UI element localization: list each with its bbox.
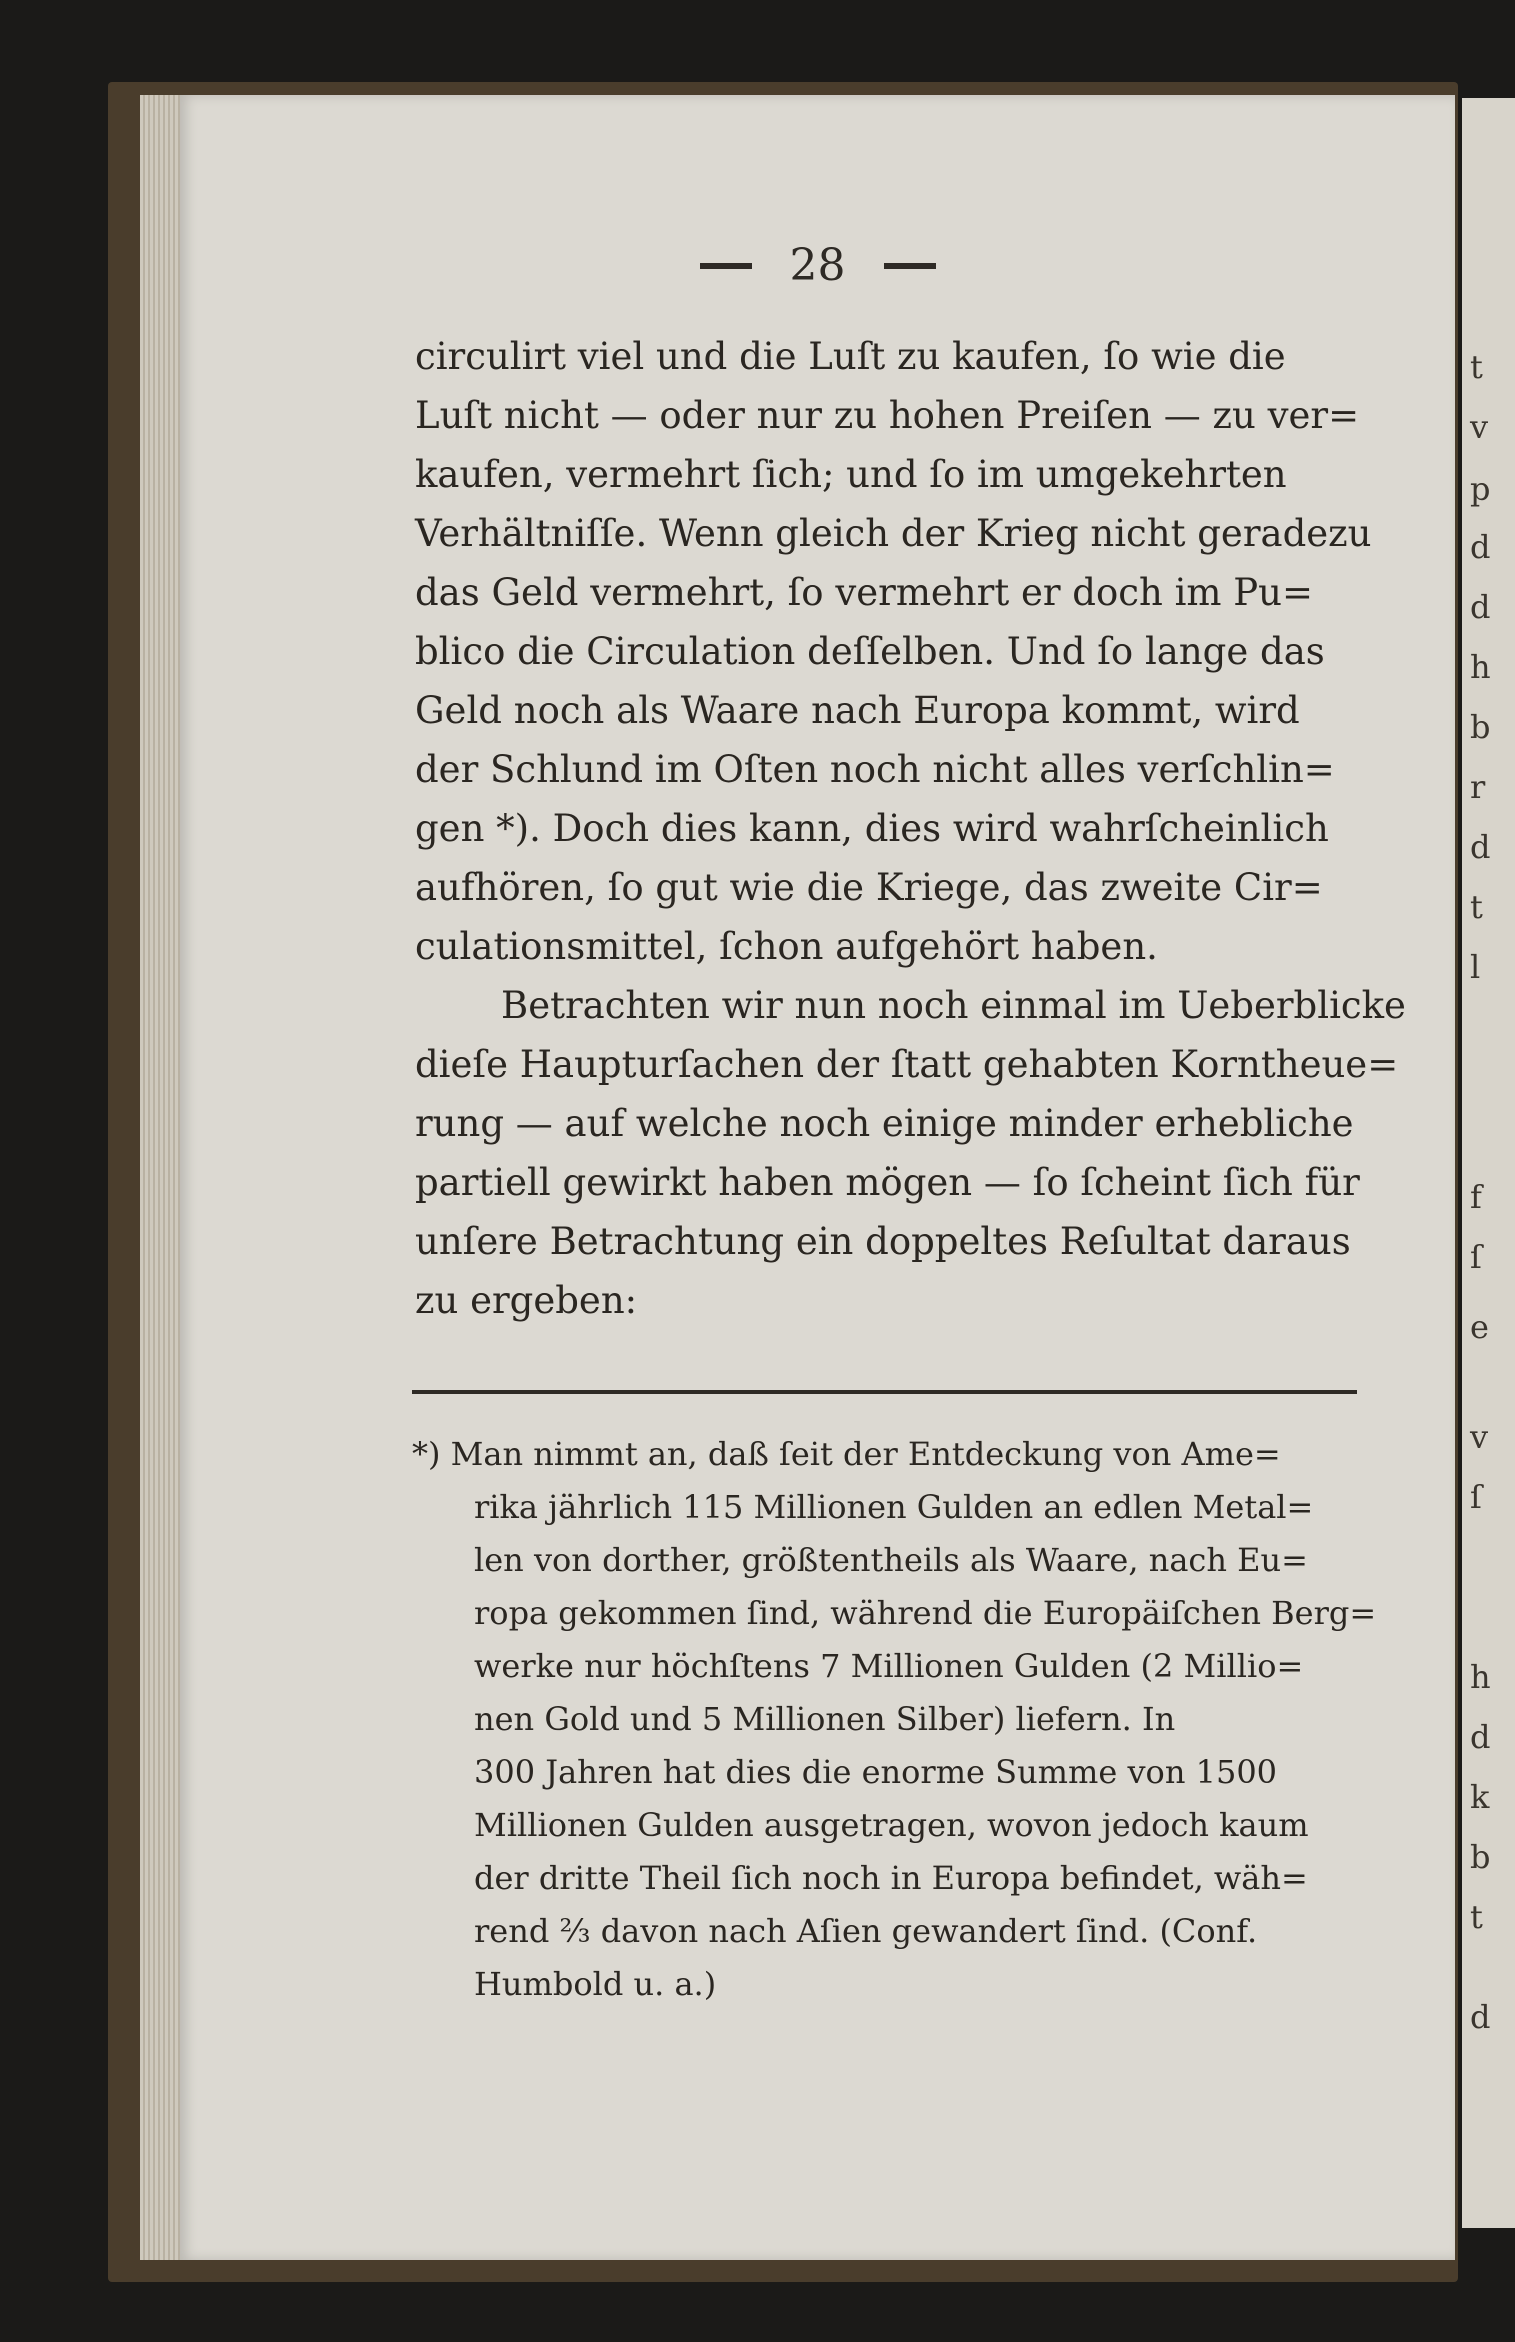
body-line: rung — auf welche noch einige minder erhebliche xyxy=(415,1102,1354,1145)
body-line: circulirt viel und die Luſt zu kaufen, ſo wie die xyxy=(415,335,1286,378)
page-number: 28 xyxy=(789,240,846,291)
next-page-fragment: t xyxy=(1470,888,1483,926)
footnote-line: nen Gold und 5 Millionen Silber) liefern. In xyxy=(474,1700,1176,1738)
next-page-fragment: t xyxy=(1470,348,1483,386)
footnote-line: len von dorther, größtentheils als Waare, nach Eu= xyxy=(474,1541,1308,1579)
body-line: der Schlund im Oſten noch nicht alles verſchlin= xyxy=(415,748,1335,791)
body-line: dieſe Haupturſachen der ſtatt gehabten Korntheue= xyxy=(415,1043,1399,1086)
body-line: gen *). Doch dies kann, dies wird wahrſcheinlich xyxy=(415,807,1329,850)
next-page-fragment: f xyxy=(1470,1178,1482,1216)
footnote-line: rika jährlich 115 Millionen Gulden an edlen Metal= xyxy=(474,1488,1314,1526)
body-line: Geld noch als Waare nach Europa kommt, wird xyxy=(415,689,1300,732)
body-text xyxy=(415,327,1406,1330)
next-page-fragment: ſ xyxy=(1470,1478,1482,1516)
next-page-fragment: d xyxy=(1470,828,1491,866)
next-page-fragment: r xyxy=(1470,768,1486,806)
footnote-rule xyxy=(412,1390,1357,1394)
body-line: culationsmittel, ſchon aufgehört haben. xyxy=(415,925,1158,968)
body-line: Verhältniſſe. Wenn gleich der Krieg nicht geradezu xyxy=(415,512,1372,555)
footnote-line: der dritte Theil ſich noch in Europa befindet, wäh= xyxy=(474,1859,1308,1897)
body-line: Betrachten wir nun noch einmal im Ueberblicke xyxy=(501,984,1406,1027)
body-line: partiell gewirkt haben mögen — ſo ſcheint ſich für xyxy=(415,1161,1360,1204)
page-stack xyxy=(140,95,185,2260)
footnote xyxy=(412,1428,1377,2011)
body-line: blico die Circulation deſſelben. Und ſo lange das xyxy=(415,630,1325,673)
next-page-edge xyxy=(1462,98,1515,2228)
footnote-line: werke nur höchſtens 7 Millionen Gulden (2 Millio= xyxy=(474,1647,1304,1685)
footnote-line: ropa gekommen ſind, während die Europäiſchen Berg= xyxy=(474,1594,1377,1632)
header-dash-right xyxy=(884,263,936,269)
next-page-fragment: ſ xyxy=(1470,1238,1482,1276)
next-page-fragment: v xyxy=(1470,1418,1489,1456)
body-line: aufhören, ſo gut wie die Kriege, das zweite Cir= xyxy=(415,866,1323,909)
footnote-line: 300 Jahren hat dies die enorme Summe von 1500 xyxy=(474,1753,1278,1791)
next-page-fragment: d xyxy=(1470,588,1491,626)
next-page-fragment: t xyxy=(1470,1898,1483,1936)
body-line: zu ergeben: xyxy=(415,1279,638,1322)
body-line: Luſt nicht — oder nur zu hohen Preiſen — zu ver= xyxy=(415,394,1360,437)
footnote-line: Humbold u. a.) xyxy=(474,1965,717,2003)
next-page-fragment: d xyxy=(1470,1998,1491,2036)
body-line: unſere Betrachtung ein doppeltes Reſultat daraus xyxy=(415,1220,1351,1263)
footnote-line: rend ⅔ davon nach Aſien gewandert ſind. (Conf. xyxy=(474,1912,1258,1950)
body-line: kaufen, vermehrt ſich; und ſo im umgekehrten xyxy=(415,453,1287,496)
next-page-fragment: b xyxy=(1470,708,1491,746)
next-page-fragment: v xyxy=(1470,408,1489,446)
body-line: das Geld vermehrt, ſo vermehrt er doch im Pu= xyxy=(415,571,1313,614)
next-page-fragment: h xyxy=(1470,648,1491,686)
next-page-fragment: p xyxy=(1470,470,1491,508)
footnote-line: Millionen Gulden ausgetragen, wovon jedoch kaum xyxy=(474,1806,1309,1844)
footnote-line: *) Man nimmt an, daß ſeit der Entdeckung von Ame= xyxy=(412,1435,1281,1473)
next-page-fragment: k xyxy=(1470,1778,1490,1816)
next-page-fragment: e xyxy=(1470,1308,1489,1346)
next-page-fragment: l xyxy=(1470,948,1481,986)
header-dash-left xyxy=(700,263,752,269)
next-page-fragment: d xyxy=(1470,1718,1491,1756)
page-header xyxy=(180,240,1455,291)
next-page-fragment: h xyxy=(1470,1658,1491,1696)
next-page-fragment: d xyxy=(1470,528,1491,566)
next-page-fragment: b xyxy=(1470,1838,1491,1876)
